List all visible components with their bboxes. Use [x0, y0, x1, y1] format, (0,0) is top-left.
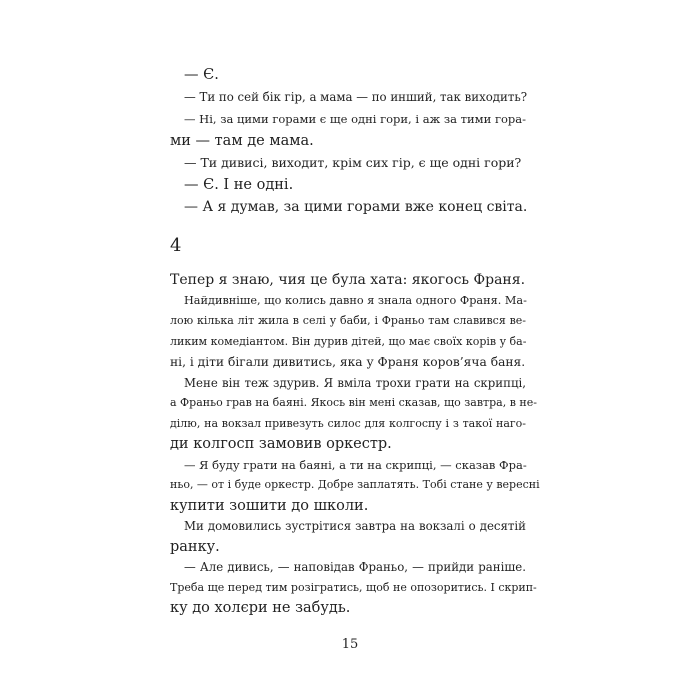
dialogue-line: — Ні, за цими горами є ще одні гори, і аж за тими гора-: [184, 112, 526, 126]
dialogue-line: ми — там де мама.: [170, 133, 314, 149]
body-line: Треба ще перед тим розігратись, щоб не опозоритись. І скрип-: [170, 580, 537, 594]
body-line: Ми домовились зустрітися завтра на вокзалі о десятій: [184, 519, 526, 533]
body-line: а Франьо грав на баяні. Якось він мені сказав, що завтра, в не-: [170, 396, 537, 409]
body-line: — Але дивись, — наповідав Франьо, — прийди раніше.: [184, 560, 526, 574]
body-line: ранку.: [170, 538, 220, 555]
body-line: Тепер я знаю, чия це була хата: якогось Франя.: [170, 272, 526, 288]
dialogue-line: — Ти дивисі, виходит, крім сих гір, є ще одні гори?: [184, 155, 522, 170]
body-line: Мене він теж здурив. Я вміла трохи грати на скрипці,: [184, 375, 526, 390]
dialogue-line: — А я думав, за цими горами вже конец світа.: [184, 199, 528, 215]
dialogue-line: — Ти по сей бік гір, а мама — по инший, так виходить?: [184, 90, 528, 104]
body-line: Найдивніше, що колись давно я знала одного Франя. Ма-: [184, 293, 527, 307]
dialogue-line: — Є.: [184, 67, 219, 83]
body-line: ку до холєри не забудь.: [170, 600, 351, 616]
page-number: 15: [341, 637, 359, 652]
body-line: лою кілька літ жила в селі у баби, і Франьо там славився ве-: [170, 314, 526, 327]
chapter-number: 4: [170, 235, 182, 256]
body-line: ликим комедіантом. Він дурив дітей, що має своїх корів у ба-: [170, 334, 527, 348]
body-line: ділю, на вокзал привезуть силос для колгоспу і з такої наго-: [170, 416, 526, 430]
body-line: ньо, — от і буде оркестр. Добре заплатять. Тобі стане у вересні: [170, 478, 540, 491]
body-line: — Я буду грати на баяні, а ти на скрипці, — сказав Фра-: [184, 457, 527, 472]
body-line: купити зошити до школи.: [170, 497, 369, 514]
body-line: ди колгосп замовив оркестр.: [170, 436, 392, 452]
body-line: ні, і діти бігали дивитись, яка у Франя коров’яча баня.: [170, 355, 526, 369]
dialogue-line: — Є. І не одні.: [184, 177, 294, 193]
